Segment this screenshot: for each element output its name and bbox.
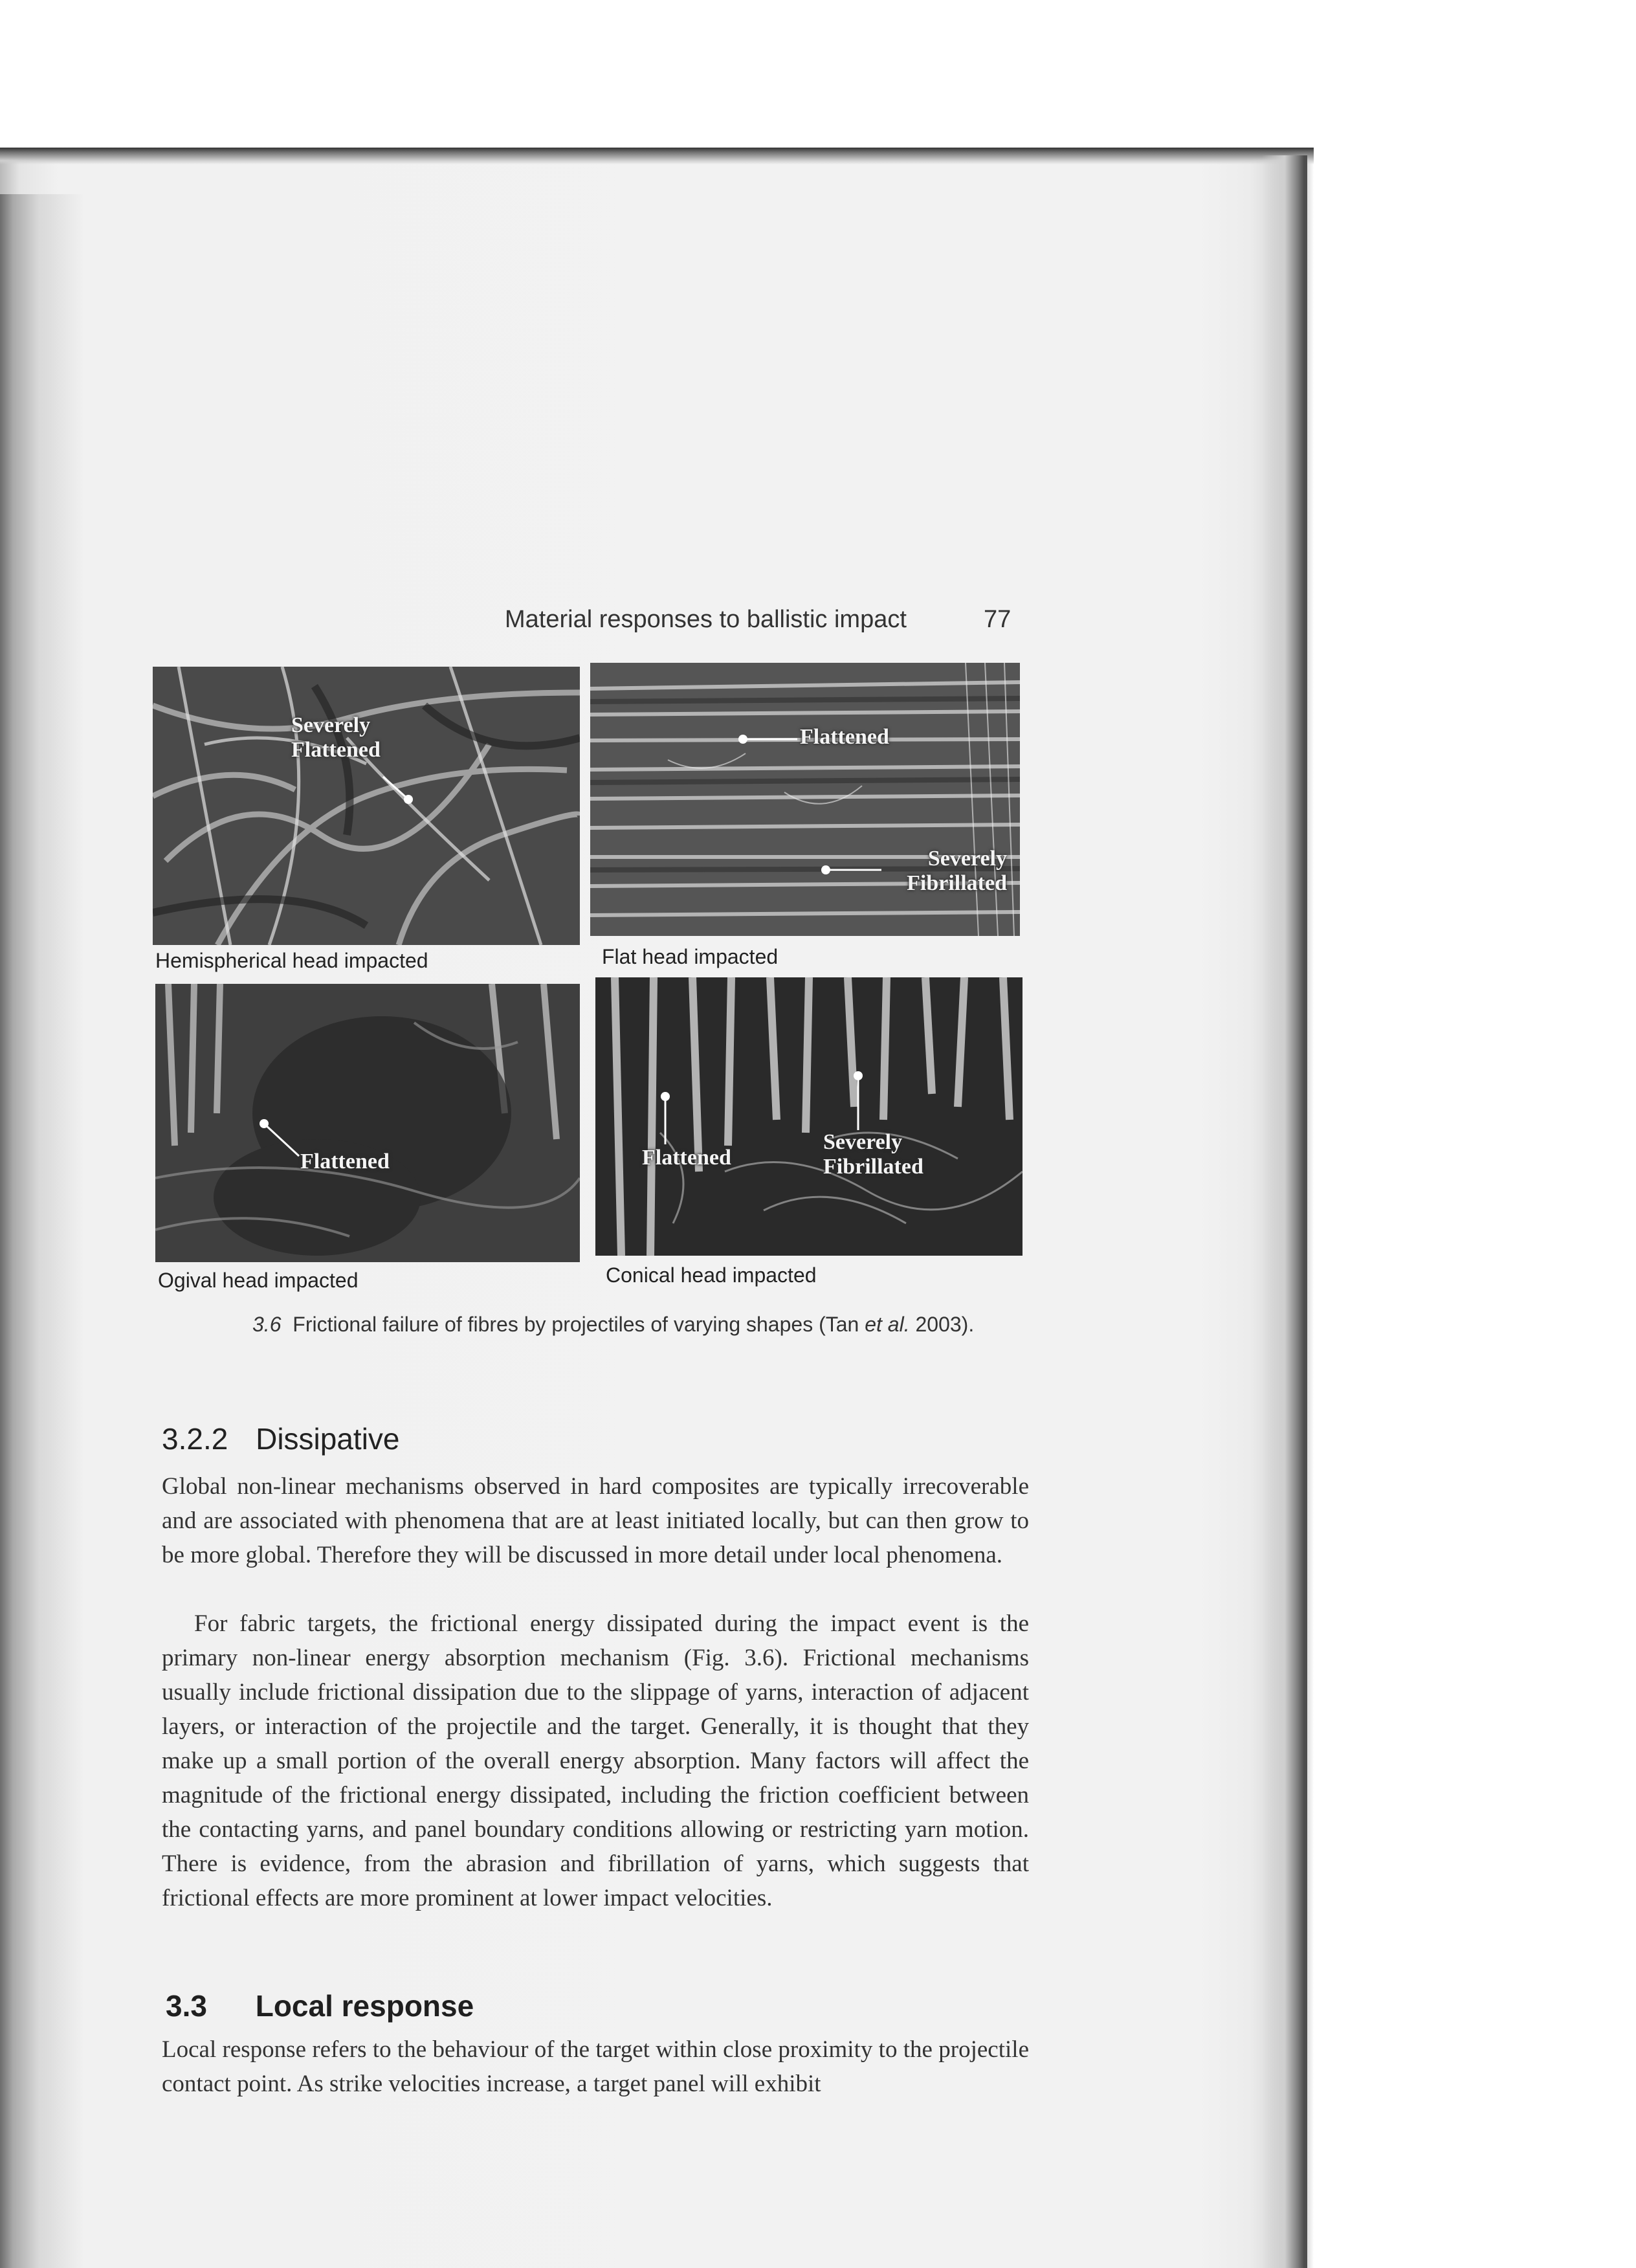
figure-caption-etal: et al. bbox=[865, 1313, 910, 1336]
page-top-shadow bbox=[0, 148, 1314, 164]
section-title: Dissipative bbox=[256, 1422, 400, 1456]
section-title: Local response bbox=[255, 1989, 474, 2023]
callout-flattened: Flattened bbox=[642, 1146, 731, 1170]
page-number: 77 bbox=[984, 606, 1011, 633]
section-heading-3-3 bbox=[166, 1988, 474, 2023]
panel-label-flat: Flat head impacted bbox=[602, 945, 779, 968]
binding-shadow bbox=[0, 194, 84, 2268]
callout-pointers bbox=[595, 977, 1022, 1256]
figure-caption bbox=[252, 1313, 974, 1337]
callout-flattened: Flattened bbox=[300, 1150, 390, 1173]
panel-label-hemispherical: Hemispherical head impacted bbox=[155, 949, 428, 972]
section-heading-3-2-2 bbox=[162, 1421, 400, 1456]
callout-flattened: Flattened bbox=[800, 725, 889, 749]
page-right-edge bbox=[1262, 155, 1307, 2268]
figure-panel-hemispherical bbox=[153, 667, 580, 945]
callout-pointers bbox=[590, 663, 1020, 936]
section-number: 3.3 bbox=[166, 1989, 207, 2023]
paragraph: Local response refers to the behaviour of the target within close proximity to the projectile contact point. As strike velocities increase, a target panel will exhibit bbox=[162, 2036, 1029, 2097]
running-head-title: Material responses to ballistic impact bbox=[505, 606, 907, 633]
section-number: 3.2.2 bbox=[162, 1422, 228, 1456]
figure-panel-conical bbox=[595, 977, 1022, 1256]
callout-pointer bbox=[153, 667, 580, 945]
panel-label-conical: Conical head impacted bbox=[606, 1263, 817, 1287]
callout-severely-fibrillated: Severely Fibrillated bbox=[907, 847, 1007, 895]
figure-number: 3.6 bbox=[252, 1313, 282, 1336]
panel-label-ogival: Ogival head impacted bbox=[158, 1269, 359, 1292]
figure-caption-year: 2003). bbox=[909, 1313, 975, 1336]
callout-pointer bbox=[155, 984, 580, 1262]
running-head bbox=[505, 606, 1022, 634]
callout-severely-flattened: Severely Flattened bbox=[291, 713, 381, 762]
figure-panel-flat bbox=[590, 663, 1020, 936]
paragraph: Global non-linear mechanisms observed in hard composites are typically irrecoverable and are associated with phenomena that are at least initiated locally, but can then grow to be more global. Therefore they will be discussed in more detail under local phenomena. bbox=[162, 1473, 1029, 1568]
figure-caption-text: Frictional failure of fibres by projectiles of varying shapes (Tan bbox=[293, 1313, 865, 1336]
figure-panel-ogival bbox=[155, 984, 580, 1262]
paragraph: For fabric targets, the frictional energy dissipated during the impact event is the primary non-linear energy absorption mechanism (Fig. 3.6). Frictional mechanisms usually include frictional dissipation due to the slippage of yarns, interaction of adjacent layers, or interaction of the projectile and the target. Generally, it is thought that they make up a small portion of the overall energy absorption. Many factors will affect the magnitude of the frictional energy dissipated, including the friction coefficient between the contacting yarns, and panel boundary conditions allowing or restricting yarn motion. There is evidence, from the abrasion and fibrillation of yarns, which suggests that frictional effects are more prominent at lower impact velocities. bbox=[162, 1610, 1029, 1911]
callout-severely-fibrillated: Severely Fibrillated bbox=[823, 1130, 923, 1179]
